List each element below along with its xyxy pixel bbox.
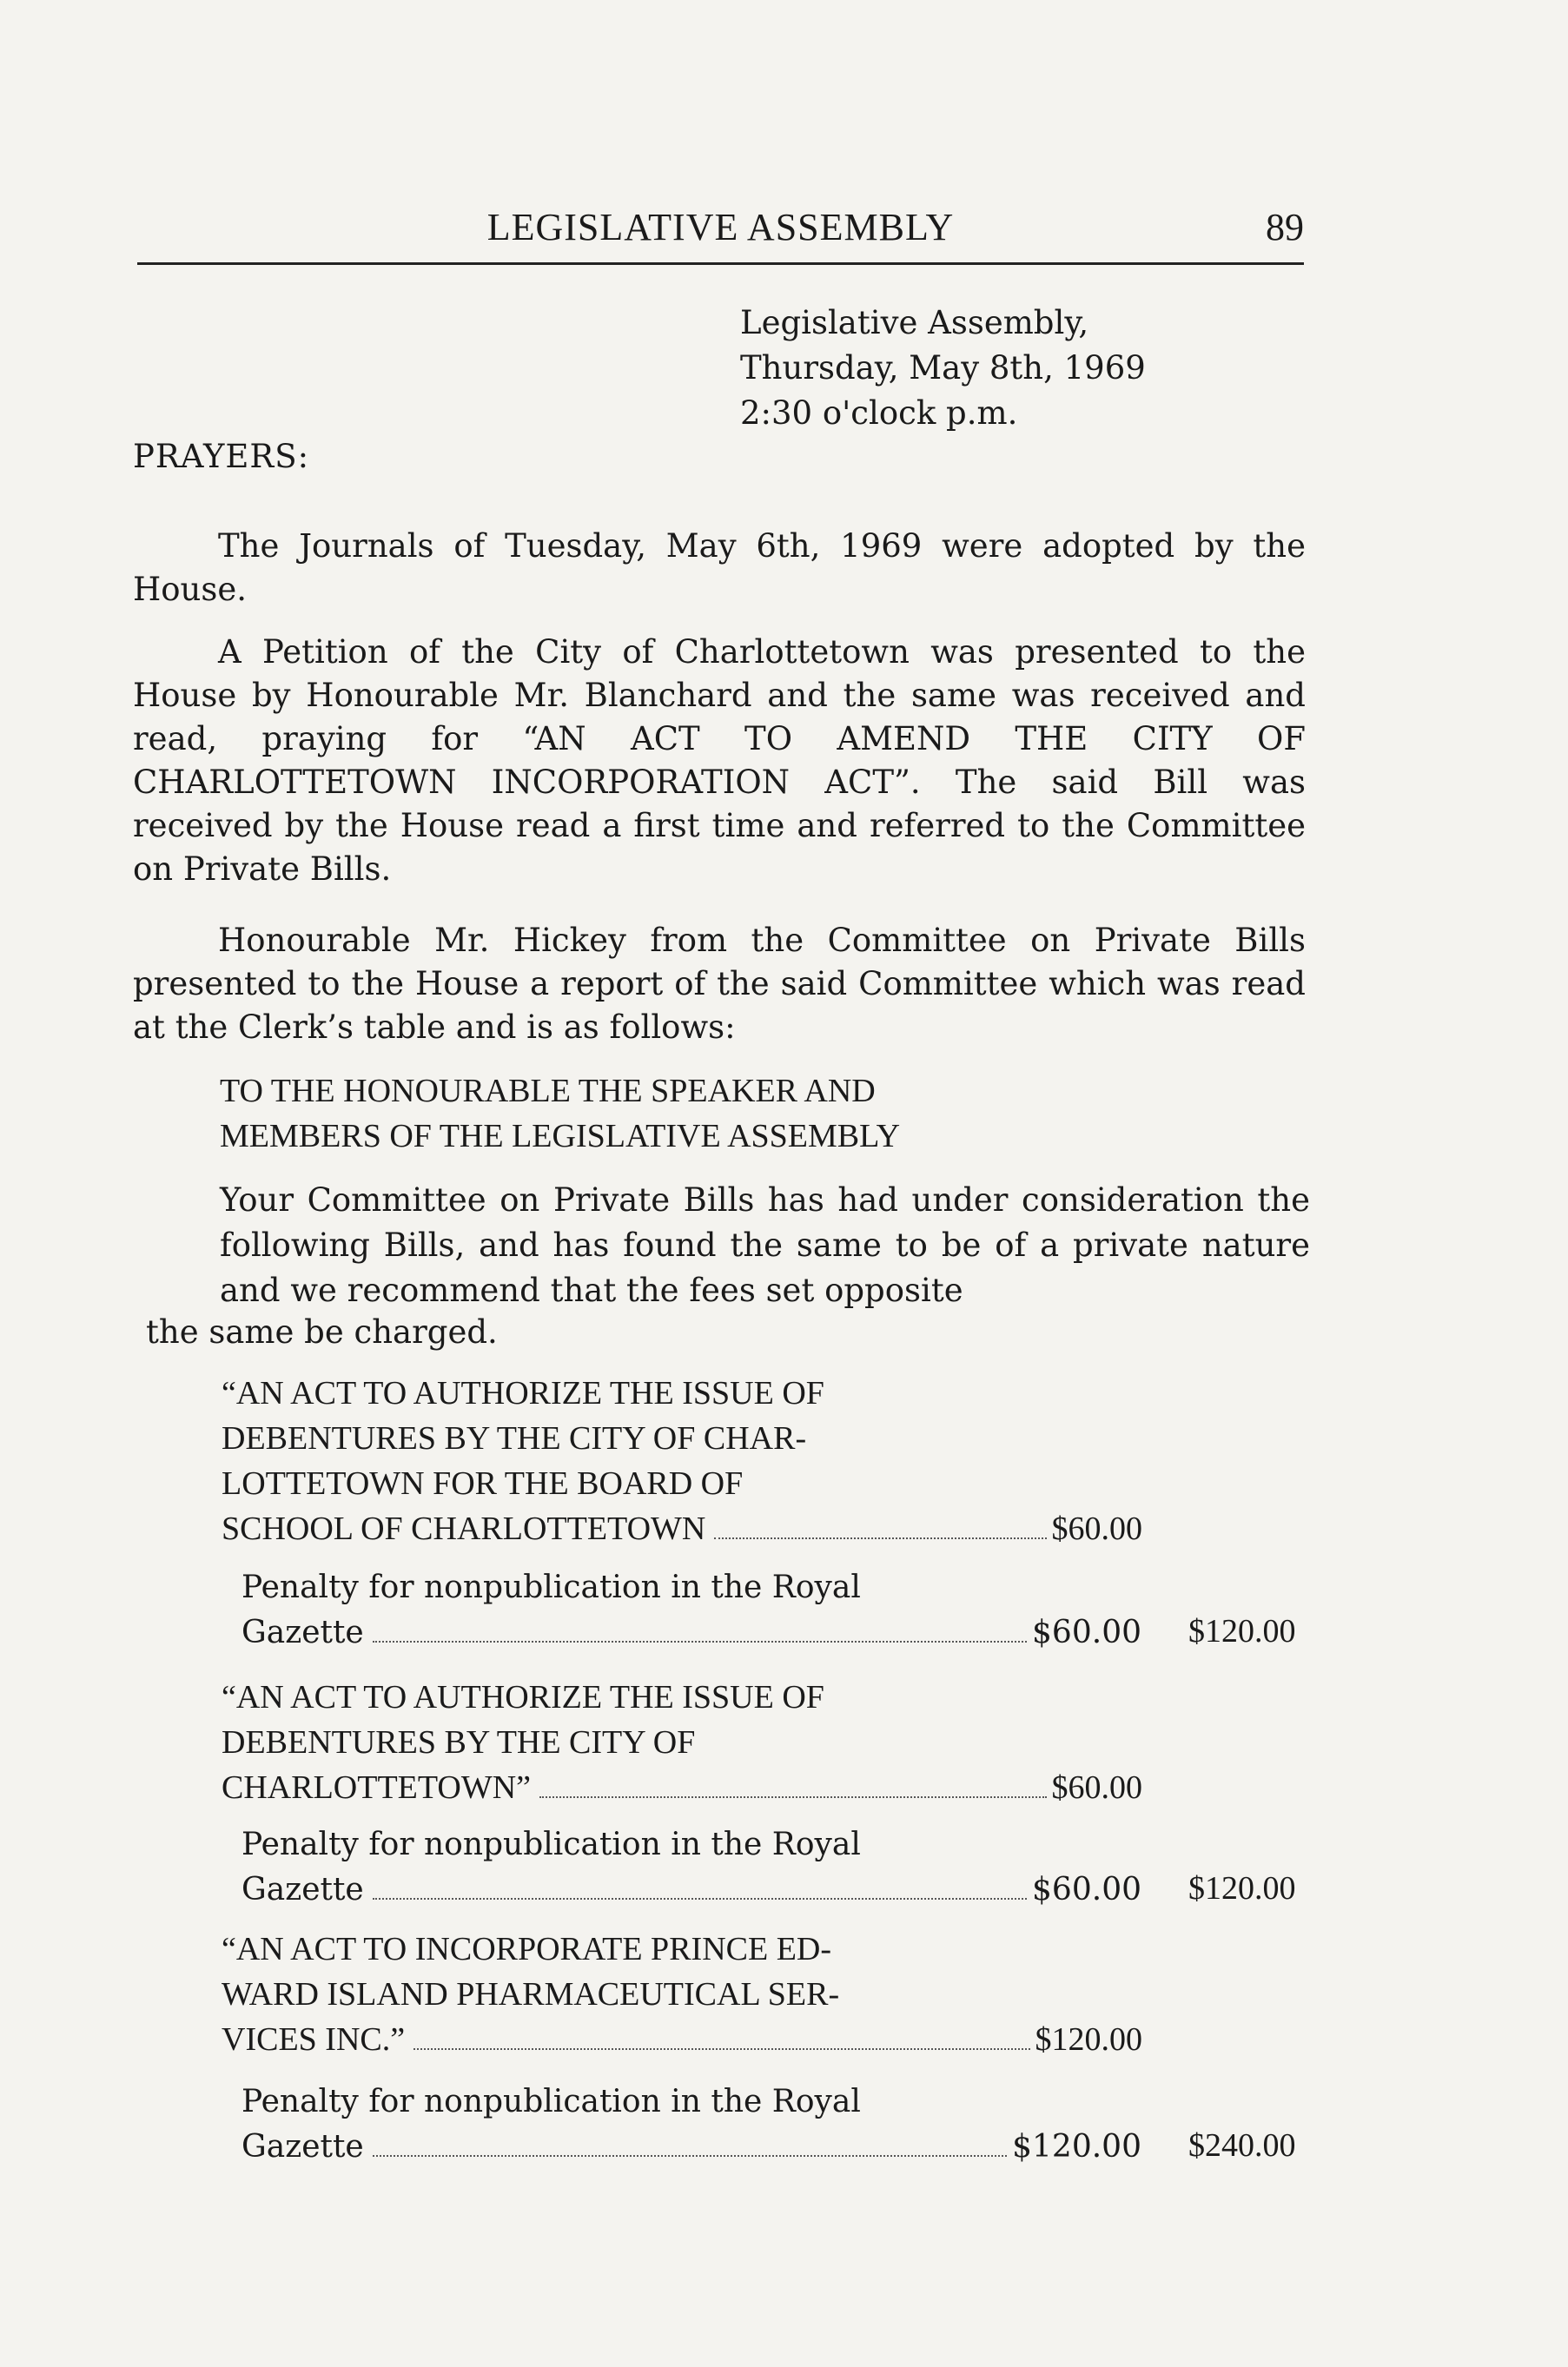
penalty-text: Gazette xyxy=(241,1872,364,1907)
penalty-entry xyxy=(241,2079,1141,2170)
dot-leader xyxy=(373,1641,1027,1643)
bill-title-line: “AN ACT TO AUTHORIZE THE ISSUE OF xyxy=(222,1375,824,1412)
bill-entry xyxy=(222,1675,1142,1810)
bill-title-line: DEBENTURES BY THE CITY OF xyxy=(222,1724,696,1761)
dot-leader xyxy=(373,2155,1007,2157)
bill-total: $120.00 xyxy=(1188,1870,1296,1907)
address-line-1: TO THE HONOURABLE THE SPEAKER AND xyxy=(220,1073,876,1109)
bill-entry xyxy=(222,1371,1142,1551)
petition-paragraph xyxy=(133,631,1306,891)
penalty-fee: $60.00 xyxy=(1032,1615,1141,1650)
bill-title-line: “AN ACT TO AUTHORIZE THE ISSUE OF xyxy=(222,1679,824,1716)
report-text: Honourable Mr. Hickey from the Committee on Private Bills presented to the House a report of the said Committee which was read at the Clerk’s table and is as follows: xyxy=(133,922,1306,1046)
journals-text: The Journals of Tuesday, May 6th, 1969 were adopted by the House. xyxy=(133,527,1306,608)
penalty-text: Gazette xyxy=(241,2129,364,2165)
bill-fee: $120.00 xyxy=(1035,2021,1142,2058)
dateline xyxy=(740,301,1146,436)
penalty-entry xyxy=(241,1565,1141,1656)
prayers-heading: PRAYERS: xyxy=(133,438,310,475)
bill-entry xyxy=(222,1927,1142,2062)
address-line-2: MEMBERS OF THE LEGISLATIVE ASSEMBLY xyxy=(220,1118,901,1154)
penalty-text: Gazette xyxy=(241,1615,364,1650)
dot-leader xyxy=(373,1898,1027,1900)
penalty-text: Penalty for nonpublication in the Royal xyxy=(241,1827,861,1862)
bill-title-line: “AN ACT TO INCORPORATE PRINCE ED- xyxy=(222,1931,831,1967)
page-number: 89 xyxy=(1266,206,1304,248)
petition-text: A Petition of the City of Charlottetown was presented to the House by Honourable Mr. Blanchard and the same was received and read, praying for “AN ACT TO AMEND THE CITY OF CHARLOTTETOWN INCORPORATION ACT”. The said Bill was received by the House read a first time and referred to the Committee on Private Bills. xyxy=(133,633,1306,888)
penalty-fee: $60.00 xyxy=(1032,1872,1141,1907)
committee-statement: Your Committee on Private Bills has had under consideration the following Bills, and has found the same to be of a private nature and we recommend that the fees set opposite xyxy=(220,1181,1310,1309)
bill-title-line: DEBENTURES BY THE CITY OF CHAR- xyxy=(222,1420,807,1457)
dateline-time: 2:30 o'clock p.m. xyxy=(740,394,1018,432)
report-paragraph xyxy=(133,919,1306,1049)
dot-leader xyxy=(414,2048,1029,2050)
committee-statement-end: the same be charged. xyxy=(146,1313,498,1351)
page-header xyxy=(137,205,1304,257)
penalty-fee: $120.00 xyxy=(1012,2129,1141,2165)
bill-title-line: CHARLOTTETOWN” xyxy=(222,1769,532,1806)
running-title: LEGISLATIVE ASSEMBLY xyxy=(486,206,955,248)
bill-total: $240.00 xyxy=(1188,2127,1296,2164)
bill-title-line: LOTTETOWN FOR THE BOARD OF xyxy=(222,1465,744,1502)
bill-total: $120.00 xyxy=(1188,1613,1296,1650)
bill-fee: $60.00 xyxy=(1051,1769,1142,1806)
journals-paragraph xyxy=(133,525,1306,612)
dateline-date: Thursday, May 8th, 1969 xyxy=(740,349,1146,387)
address-heading xyxy=(220,1068,900,1159)
bill-title-line: SCHOOL OF CHARLOTTETOWN xyxy=(222,1511,706,1547)
penalty-text: Penalty for nonpublication in the Royal xyxy=(241,1570,861,1605)
dot-leader xyxy=(539,1796,1046,1798)
penalty-entry xyxy=(241,1822,1141,1913)
penalty-text: Penalty for nonpublication in the Royal xyxy=(241,2084,861,2119)
dot-leader xyxy=(714,1537,1046,1539)
bill-title-line: VICES INC.” xyxy=(222,2021,406,2058)
dateline-place: Legislative Assembly, xyxy=(740,304,1089,341)
bill-fee: $60.00 xyxy=(1051,1511,1142,1547)
bill-title-line: WARD ISLAND PHARMACEUTICAL SER- xyxy=(222,1976,840,2013)
header-rule xyxy=(137,262,1304,265)
